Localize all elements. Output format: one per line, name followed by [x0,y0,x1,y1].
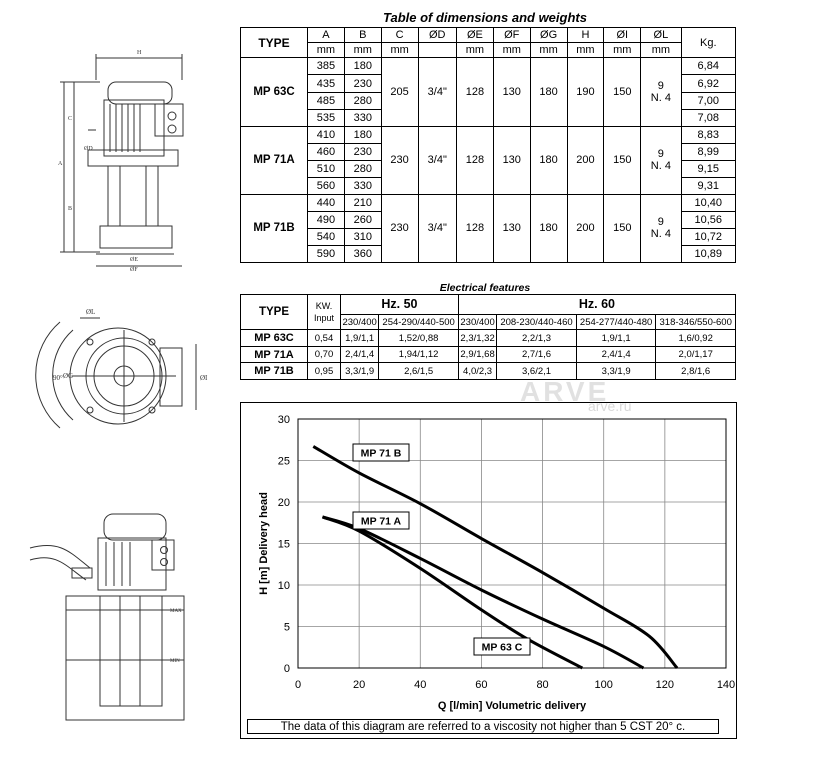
cell-kg: 10,89 [681,245,735,262]
x-tick-label: 120 [655,679,675,691]
y-tick-label: 25 [277,455,290,468]
x-tick-label: 60 [475,679,488,691]
drawing-label-max: MAX [170,609,182,614]
cell-e: 128 [456,58,493,126]
drawing-label-c: C [68,116,73,122]
electrical-table [240,294,736,380]
y-axis-label: H [m] Delivery head [258,492,270,595]
cell-a: 435 [308,75,345,92]
cell-kg: 6,84 [681,58,735,75]
y-tick-label: 15 [277,538,290,551]
elec-current: 2,0/1,17 [656,346,736,363]
col-header-l: ØL [641,28,681,43]
elec-current: 1,9/1,1 [576,330,656,347]
elec-current: 2,8/1,6 [656,363,736,380]
elec-model-name: MP 71B [241,363,308,380]
elec-kw: 0,54 [308,330,341,347]
cell-a: 460 [308,143,345,160]
cell-l-count: N. 4 [650,160,671,173]
input-label: Input [313,313,335,324]
hz50-header: Hz. 50 [341,295,459,315]
cell-b: 310 [344,228,381,245]
drawing-label-angle: 90° [53,374,63,382]
drawing-label-l: ØL [86,308,96,316]
electrical-table-title: Electrical features [439,282,531,294]
technical-drawings [0,0,236,764]
cell-i: 150 [604,194,641,262]
cell-l [641,194,681,262]
cell-kg: 10,40 [681,194,735,211]
drawing-label-g: ØG [63,372,74,380]
cell-b: 230 [344,75,381,92]
col-header-b: B [344,28,381,43]
y-tick-label: 0 [283,663,290,675]
cell-kg: 9,31 [681,177,735,194]
elec-kw: 0,95 [308,363,341,380]
series-line [313,446,677,668]
cell-h: 200 [567,194,604,262]
elec-current: 3,3/1,9 [341,363,379,380]
y-tick-label: 30 [277,414,290,426]
col-header-e: ØE [456,28,493,43]
series-line [322,517,582,668]
cell-l-count: N. 4 [650,228,671,241]
elec-current: 4,0/2,3 [458,363,496,380]
x-tick-label: 140 [716,679,736,691]
cell-f: 130 [493,126,530,194]
x-tick-label: 20 [353,679,366,691]
col-header-a: A [308,28,345,43]
elec-current: 2,6/1,5 [379,363,459,380]
col-header-h: H [567,28,604,43]
cell-b: 210 [344,194,381,211]
voltage-header: 254-277/440-480 [576,314,656,329]
cell-f: 130 [493,194,530,262]
unit-l: mm [641,43,681,58]
series-label: MP 71 B [360,447,402,460]
series-label: MP 63 C [481,641,523,654]
cell-a: 485 [308,92,345,109]
cell-a: 440 [308,194,345,211]
voltage-header: 254-290/440-500 [379,314,459,329]
series-label: MP 71 A [360,515,402,528]
drawing-label-b: B [68,206,73,212]
cell-kg: 7,00 [681,92,735,109]
cell-e: 128 [456,194,493,262]
cell-b: 280 [344,92,381,109]
elec-kw: 0,70 [308,346,341,363]
x-tick-label: 0 [294,679,302,691]
cell-a: 560 [308,177,345,194]
cell-c: 205 [381,58,418,126]
cell-a: 490 [308,211,345,228]
cell-f: 130 [493,58,530,126]
drawing-label-a: A [58,161,63,167]
cell-g: 180 [530,126,567,194]
col-header-g: ØG [530,28,567,43]
drawing-label-f: ØF [130,267,138,273]
unit-a: mm [308,43,345,58]
cell-kg: 9,15 [681,160,735,177]
hz60-header: Hz. 60 [458,295,735,315]
cell-c: 230 [381,126,418,194]
unit-c: mm [381,43,418,58]
dimensions-table-title: Table of dimensions and weights [383,10,587,25]
elec-current: 2,4/1,4 [576,346,656,363]
cell-b: 180 [344,58,381,75]
cell-b: 280 [344,160,381,177]
cell-l-value: 9 [657,148,664,161]
cell-a: 410 [308,126,345,143]
elec-model-name: MP 63C [241,330,308,347]
y-tick-label: 5 [283,621,290,634]
elec-current: 2,9/1,68 [458,346,496,363]
cell-kg: 6,92 [681,75,735,92]
cell-b: 330 [344,177,381,194]
elec-current: 3,3/1,9 [576,363,656,380]
drawing-label-i: ØI [200,374,208,382]
unit-i: mm [604,43,641,58]
elec-current: 1,94/1,12 [379,346,459,363]
elec-current: 3,6/2,1 [497,363,577,380]
cell-l-value: 9 [657,216,664,229]
cell-kg: 10,56 [681,211,735,228]
elec-current: 2,2/1,3 [497,330,577,347]
unit-f: mm [493,43,530,58]
elec-current: 1,9/1,1 [341,330,379,347]
col-header-f: ØF [493,28,530,43]
cell-c: 230 [381,194,418,262]
voltage-header: 318-346/550-600 [656,314,736,329]
cell-l-count: N. 4 [650,92,671,105]
drawing-label-d: ØD [84,146,93,152]
cell-l [641,126,681,194]
cell-g: 180 [530,194,567,262]
elec-current: 1,52/0,88 [379,330,459,347]
cell-l [641,58,681,126]
cell-h: 190 [567,58,604,126]
unit-e: mm [456,43,493,58]
cell-b: 260 [344,211,381,228]
unit-b: mm [344,43,381,58]
col-header-i: ØI [604,28,641,43]
installation-view-drawing [30,514,184,720]
elec-type-header: TYPE [241,295,308,330]
performance-chart [240,402,737,739]
cell-d: 3/4" [418,194,456,262]
cell-i: 150 [604,126,641,194]
model-name: MP 71B [241,194,308,262]
x-tick-label: 80 [536,679,549,691]
cell-b: 330 [344,109,381,126]
dimensions-table [240,27,736,263]
voltage-header: 230/400 [458,314,496,329]
y-tick-label: 10 [277,580,290,592]
model-name: MP 71A [241,126,308,194]
kw-input-header [308,295,341,330]
col-header-c: C [381,28,418,43]
drawing-label-e: ØE [130,257,138,263]
unit-h: mm [567,43,604,58]
cell-h: 200 [567,126,604,194]
unit-g: mm [530,43,567,58]
kw-label: KW. [315,301,333,312]
col-header-kg: Kg. [681,28,735,58]
drawing-label-h: H [137,50,142,56]
x-axis-label: Q [l/min] Volumetric delivery [437,700,587,712]
cell-kg: 8,99 [681,143,735,160]
elec-current: 1,6/0,92 [656,330,736,347]
drawing-label-min: MIN [170,659,180,664]
elec-current: 2,7/1,6 [497,346,577,363]
elec-current: 2,3/1,32 [458,330,496,347]
cell-a: 590 [308,245,345,262]
y-tick-label: 20 [277,497,290,509]
cell-d: 3/4" [418,58,456,126]
cell-a: 385 [308,58,345,75]
unit-d [418,43,456,58]
voltage-header: 230/400 [341,314,379,329]
cell-a: 510 [308,160,345,177]
plan-view-drawing [36,318,196,428]
cell-kg: 10,72 [681,228,735,245]
cell-a: 535 [308,109,345,126]
cell-l-value: 9 [657,80,664,93]
cell-e: 128 [456,126,493,194]
watermark-site: arve.ru [588,398,632,414]
cell-g: 180 [530,58,567,126]
cell-b: 180 [344,126,381,143]
cell-a: 540 [308,228,345,245]
cell-d: 3/4" [418,126,456,194]
cell-kg: 8,83 [681,126,735,143]
elec-current: 2,4/1,4 [341,346,379,363]
type-header: TYPE [241,28,308,58]
cell-kg: 7,08 [681,109,735,126]
voltage-header: 208-230/440-460 [497,314,577,329]
model-name: MP 63C [241,58,308,126]
watermark-brand: ARVE [520,376,610,407]
cell-b: 360 [344,245,381,262]
cell-b: 230 [344,143,381,160]
elec-model-name: MP 71A [241,346,308,363]
chart-note: The data of this diagram are referred to a viscosity not higher than 5 CST 20° c. [247,719,719,734]
col-header-d: ØD [418,28,456,43]
x-tick-label: 40 [414,679,427,691]
side-view-drawing [60,54,183,266]
cell-i: 150 [604,58,641,126]
x-tick-label: 100 [594,679,613,691]
